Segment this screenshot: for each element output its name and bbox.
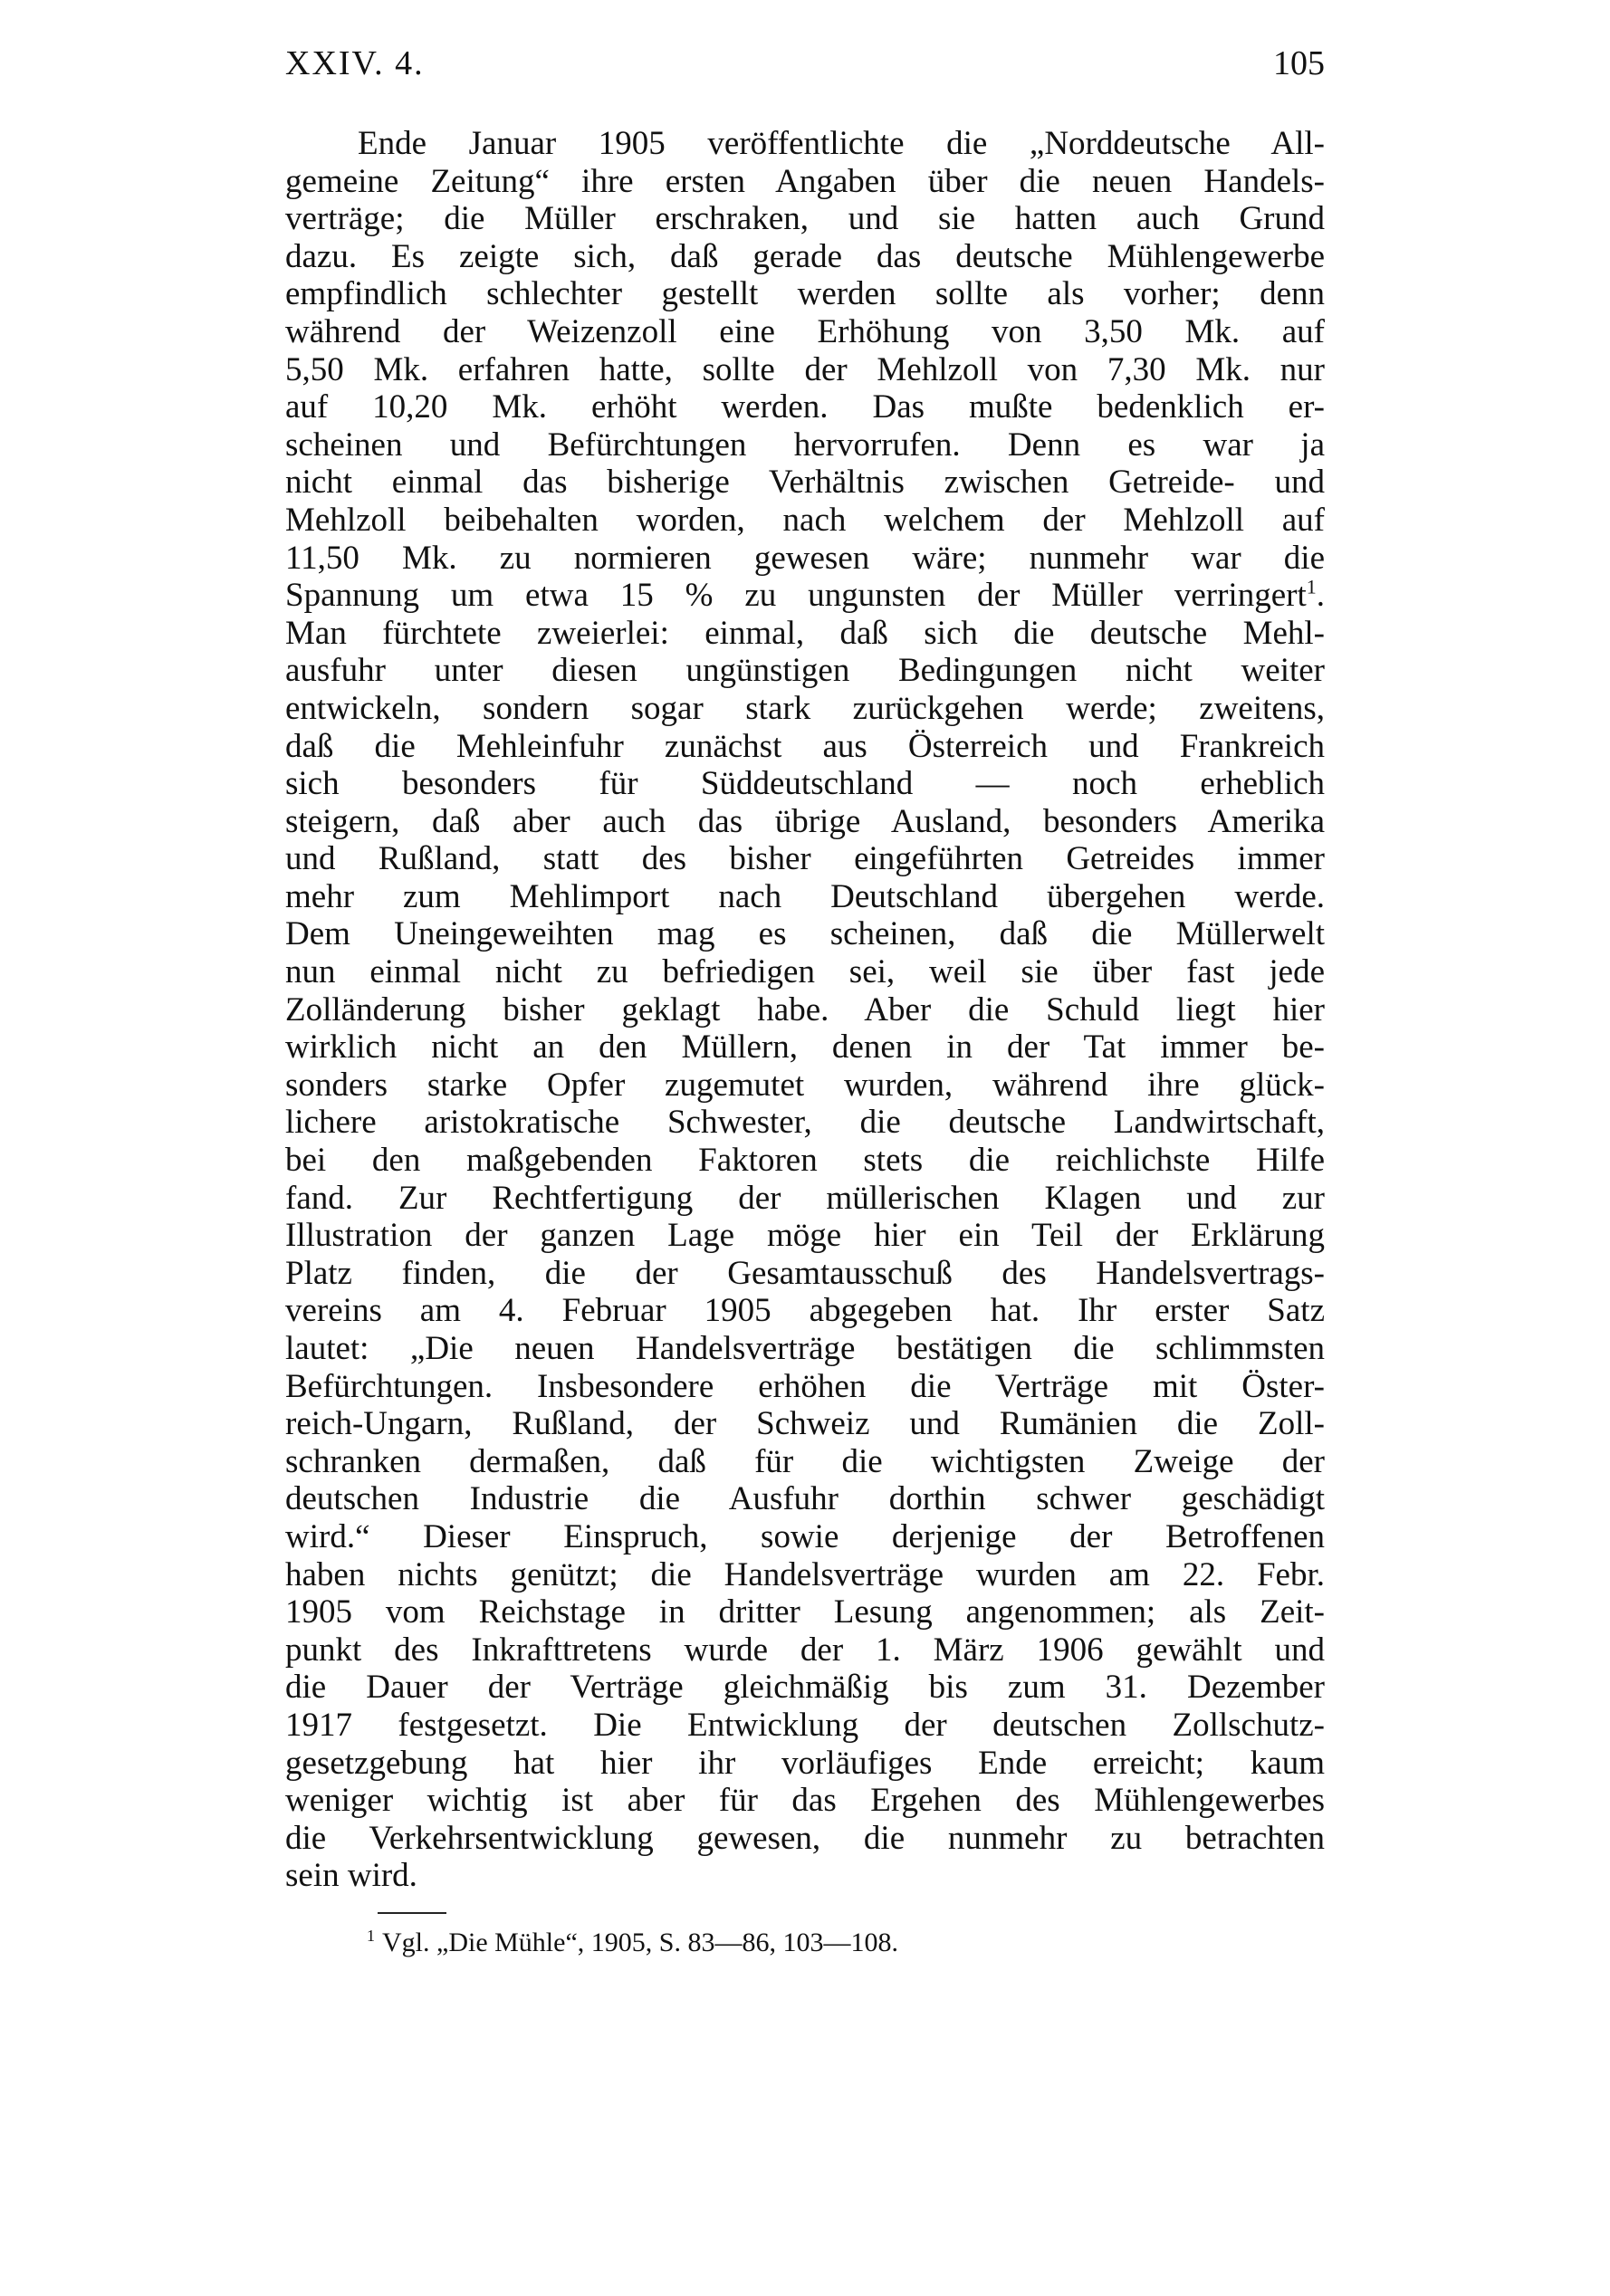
text-line [285,200,1325,238]
text-line-content: bei den maßgebenden Faktoren stets die reichlichste Hilfe [285,1142,1325,1180]
text-line [285,728,1325,766]
text-line-content: während der Weizenzoll eine Erhöhung von 3,50 Mk. auf [285,312,1325,350]
text-line [285,1368,1325,1406]
text-line-content: sein wird. [285,1857,417,1895]
text-line-content: sich besonders für Süddeutschland — noch erheblich [285,765,1325,803]
text-line-content: sonders starke Opfer zugemutet wurden, während ihre glück- [285,1066,1325,1104]
text-line [285,953,1325,991]
text-line [285,275,1325,313]
text-line-content: 1917 festgesetzt. Die Entwicklung der deutschen Zollschutz- [285,1706,1325,1744]
text-line-content: Illustration der ganzen Lage möge hier ein Teil der Erklärung [285,1217,1325,1255]
text-line [285,1631,1325,1669]
text-line-content: deutschen Industrie die Ausfuhr dorthin schwer geschädigt [285,1480,1325,1518]
text-line-content: empfindlich schlechter gestellt werden sollte als vorher; denn [285,275,1325,313]
text-line-content: Zolländerung bisher geklagt habe. Aber die Schuld liegt hier [285,990,1325,1028]
text-line [285,1142,1325,1180]
text-line-content: daß die Mehleinfuhr zunächst aus Österreich und Frankreich [285,727,1325,765]
text-line-content: haben nichts genützt; die Handelsverträge wurden am 22. Febr. [285,1555,1325,1593]
text-line [285,163,1325,201]
text-line [285,388,1325,426]
text-line [285,1217,1325,1255]
footnote-text: Vgl. „Die Mühle“, 1905, S. 83—86, 103—108. [382,1928,898,1957]
text-line [285,1593,1325,1631]
text-line [285,1556,1325,1594]
text-line [285,1443,1325,1481]
text-line-content: die Dauer der Verträge gleichmäßig bis zum 31. Dezember [285,1669,1325,1707]
text-line-content: 5,50 Mk. erfahren hatte, sollte der Mehlzoll von 7,30 Mk. nur [285,350,1325,388]
text-line [285,1707,1325,1745]
text-line [285,1330,1325,1368]
text-line [285,238,1325,276]
text-line [285,690,1325,728]
text-line-content: verträge; die Müller erschraken, und sie hatten auch Grund [285,200,1325,238]
text-line-content: weniger wichtig ist aber für das Ergehen des Mühlengewerbes [285,1782,1325,1820]
text-line-content: Platz finden, die der Gesamtausschuß des Handelsvertrags- [285,1254,1325,1292]
text-line-content: Man fürchtete zweierlei: einmal, daß sich die deutsche Mehl- [285,614,1325,652]
text-line-content: die Verkehrsentwicklung gewesen, die nunmehr zu betrachten [285,1819,1325,1857]
text-line-content: nicht einmal das bisherige Verhältnis zwischen Getreide- und [285,464,1325,502]
footnote-marker: 1 [367,1927,375,1945]
text-line-content: entwickeln, sondern sogar stark zurückgehen werde; zweitens, [285,689,1325,727]
text-line-content: mehr zum Mehlimport nach Deutschland übergehen werde. [285,877,1325,915]
body-text [285,125,1325,1895]
text-line [285,1104,1325,1142]
text-line-content: Spannung um etwa 15 % zu ungunsten der Müller verringert [285,577,1307,615]
text-line-content: dazu. Es zeigte sich, daß gerade das deutsche Mühlengewerbe [285,237,1325,275]
section-number: XXIV. 4. [285,44,425,82]
text-line-content: nun einmal nicht zu befriedigen sei, weil sie über fast jede [285,953,1325,991]
text-line [285,803,1325,841]
text-line-content: 11,50 Mk. zu normieren gewesen wäre; nunmehr war die [285,539,1325,577]
text-line [285,1518,1325,1556]
text-line [285,1180,1325,1218]
text-line-content: gemeine Zeitung“ ihre ersten Angaben über die neuen Handels- [285,162,1325,200]
text-line-content: Ende Januar 1905 veröffentlichte die „Norddeutsche All- [358,125,1325,162]
text-line [285,1255,1325,1293]
text-line-content: und Rußland, statt des bisher eingeführten Getreides immer [285,840,1325,878]
footnote [367,1927,898,1958]
text-line [285,765,1325,803]
footnote-divider [378,1912,446,1914]
text-line [285,1028,1325,1067]
text-line [285,464,1325,502]
text-line-content: vereins am 4. Februar 1905 abgegeben hat. Ihr erster Satz [285,1292,1325,1330]
text-line-content: steigern, daß aber auch das übrige Ausland, besonders Amerika [285,802,1325,840]
text-line-content: Dem Uneingeweihten mag es scheinen, daß die Müllerwelt [285,915,1325,953]
page-number: 105 [1273,44,1325,82]
text-line [285,1405,1325,1443]
text-line-content: ausfuhr unter diesen ungünstigen Bedingungen nicht weiter [285,652,1325,690]
text-line [285,1782,1325,1820]
text-line [285,1067,1325,1105]
text-line [285,426,1325,464]
text-line-content: Mehlzoll beibehalten worden, nach welchem der Mehlzoll auf [285,501,1325,539]
text-line-content: lichere aristokratische Schwester, die deutsche Landwirtschaft, [285,1104,1325,1142]
text-line-content: auf 10,20 Mk. erhöht werden. Das mußte bedenklich er- [285,388,1325,426]
text-line [285,351,1325,389]
text-line [285,1745,1325,1783]
text-line-content: scheinen und Befürchtungen hervorrufen. Denn es war ja [285,426,1325,464]
running-header [285,43,1325,89]
text-line-content: gesetzgebung hat hier ihr vorläufiges Ende erreicht; kaum [285,1744,1325,1782]
text-line-content: wird.“ Dieser Einspruch, sowie derjenige der Betroffenen [285,1517,1325,1555]
text-line [285,1480,1325,1518]
punctuation: . [1316,577,1325,615]
text-line [285,502,1325,540]
text-line [285,991,1325,1029]
footnote-reference[interactable]: 1 [1306,575,1317,598]
text-line [285,652,1325,690]
text-line [285,577,1325,615]
text-line [285,878,1325,916]
text-line [285,1292,1325,1330]
text-line [285,313,1325,351]
text-line [285,1820,1325,1858]
text-line-content: Befürchtungen. Insbesondere erhöhen die Verträge mit Öster- [285,1367,1325,1405]
text-line [285,1669,1325,1707]
text-line [285,915,1325,953]
text-line-content: punkt des Inkrafttretens wurde der 1. März 1906 gewählt und [285,1631,1325,1669]
text-line-content: reich-Ungarn, Rußland, der Schweiz und Rumänien die Zoll- [285,1405,1325,1443]
text-line [285,125,1325,163]
text-line-content: 1905 vom Reichstage in dritter Lesung angenommen; als Zeit- [285,1593,1325,1631]
text-line [285,615,1325,653]
text-line-content: fand. Zur Rechtfertigung der müllerischen Klagen und zur [285,1179,1325,1217]
text-line-content: lautet: „Die neuen Handelsverträge bestätigen die schlimmsten [285,1330,1325,1367]
text-line [285,540,1325,578]
text-line [285,840,1325,878]
text-line-content: schranken dermaßen, daß für die wichtigsten Zweige der [285,1442,1325,1480]
text-line [285,1857,1325,1895]
text-line-content: wirklich nicht an den Müllern, denen in der Tat immer be- [285,1028,1325,1067]
